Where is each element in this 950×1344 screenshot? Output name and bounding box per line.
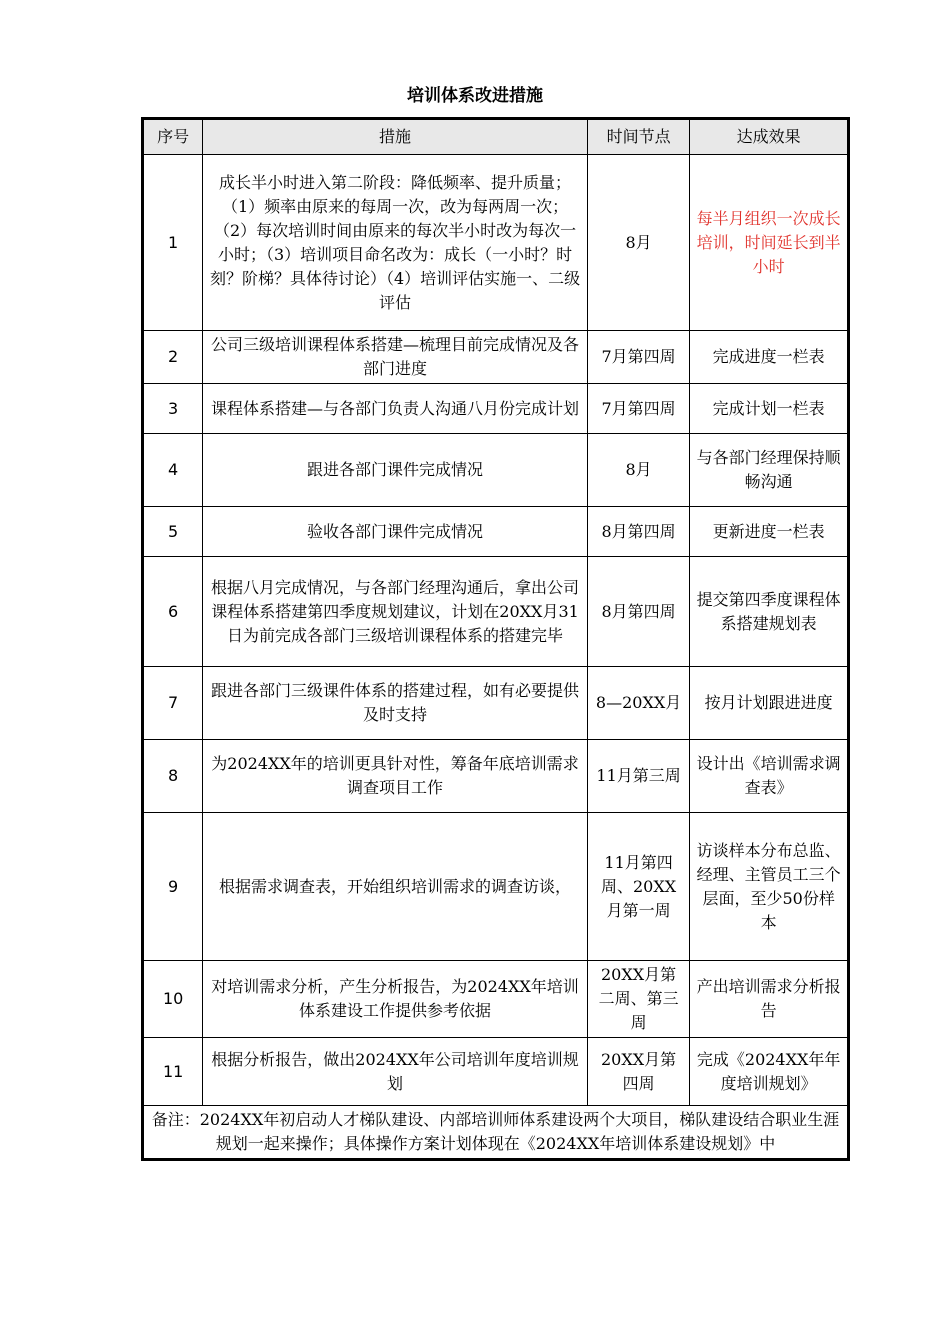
row-num: 7 <box>143 667 203 740</box>
row-num: 10 <box>143 961 203 1038</box>
row-time: 8月第四周 <box>587 507 689 557</box>
table-row <box>143 507 849 557</box>
row-num: 9 <box>143 813 203 961</box>
row-effect: 每半月组织一次成长培训，时间延长到半小时 <box>690 155 849 331</box>
row-effect: 完成进度一栏表 <box>690 331 849 384</box>
table-row <box>143 331 849 384</box>
table-row <box>143 1038 849 1106</box>
row-effect: 访谈样本分布总监、经理、主管员工三个层面，至少50份样本 <box>690 813 849 961</box>
row-measure: 根据分析报告，做出2024XX年公司培训年度培训规划 <box>203 1038 588 1106</box>
table-row <box>143 384 849 434</box>
table-row <box>143 813 849 961</box>
row-measure: 跟进各部门三级课件体系的搭建过程，如有必要提供及时支持 <box>203 667 588 740</box>
table-row <box>143 434 849 507</box>
table-row <box>143 155 849 331</box>
header-effect-label: 达成效果 <box>736 127 801 146</box>
table-body <box>143 119 849 1160</box>
table-row <box>143 740 849 813</box>
row-time: 11月第四周、20XX月第一周 <box>587 813 689 961</box>
row-num: 6 <box>143 557 203 667</box>
row-measure: 成长半小时进入第二阶段：降低频率、提升质量；（1）频率由原来的每周一次，改为每两周一次；（2）每次培训时间由原来的每次半小时改为每次一小时；（3）培训项目命名改为：成长（一小时？时刻？阶梯？具体待讨论）（4）培训评估实施一、二级评估 <box>203 155 588 331</box>
header-num <box>143 119 203 155</box>
row-num: 5 <box>143 507 203 557</box>
row-time: 8月第四周 <box>587 557 689 667</box>
row-num: 3 <box>143 384 203 434</box>
row-time: 20XX月第四周 <box>587 1038 689 1106</box>
row-measure: 课程体系搭建—与各部门负责人沟通八月份完成计划 <box>203 384 588 434</box>
row-effect: 设计出《培训需求调查表》 <box>690 740 849 813</box>
row-effect: 完成《2024XX年年度培训规划》 <box>690 1038 849 1106</box>
row-effect: 完成计划一栏表 <box>690 384 849 434</box>
header-time-label: 时间节点 <box>606 127 671 146</box>
row-measure: 为2024XX年的培训更具针对性，筹备年底培训需求调查项目工作 <box>203 740 588 813</box>
table-row <box>143 557 849 667</box>
header-measure <box>203 119 588 155</box>
row-num: 11 <box>143 1038 203 1106</box>
row-effect: 与各部门经理保持顺畅沟通 <box>690 434 849 507</box>
row-time: 11月第三周 <box>587 740 689 813</box>
note-row <box>143 1106 849 1160</box>
row-measure: 根据八月完成情况，与各部门经理沟通后，拿出公司课程体系搭建第四季度规划建议，计划在20XX月31日为前完成各部门三级培训课程体系的搭建完毕 <box>203 557 588 667</box>
improvement-measures-table <box>141 117 850 1161</box>
row-time: 8月 <box>587 434 689 507</box>
header-time <box>587 119 689 155</box>
row-time: 20XX月第二周、第三周 <box>587 961 689 1038</box>
note-text: 备注：2024XX年初启动人才梯队建设、内部培训师体系建设两个大项目，梯队建设结合职业生涯规划一起来操作；具体操作方案计划体现在《2024XX年培训体系建设规划》中 <box>143 1106 849 1160</box>
document-title: 培训体系改进措施 <box>407 86 543 106</box>
row-num: 2 <box>143 331 203 384</box>
row-measure: 根据需求调查表，开始组织培训需求的调查访谈， <box>203 813 588 961</box>
row-measure: 跟进各部门课件完成情况 <box>203 434 588 507</box>
table-row <box>143 667 849 740</box>
header-num-label: 序号 <box>157 127 190 146</box>
row-time: 7月第四周 <box>587 331 689 384</box>
row-effect: 按月计划跟进进度 <box>690 667 849 740</box>
row-measure: 公司三级培训课程体系搭建—梳理目前完成情况及各部门进度 <box>203 331 588 384</box>
row-measure: 对培训需求分析，产生分析报告，为2024XX年培训体系建设工作提供参考依据 <box>203 961 588 1038</box>
header-effect <box>690 119 849 155</box>
table-header-row <box>143 119 849 155</box>
row-num: 8 <box>143 740 203 813</box>
row-time: 8—20XX月 <box>587 667 689 740</box>
row-effect: 更新进度一栏表 <box>690 507 849 557</box>
row-measure: 验收各部门课件完成情况 <box>203 507 588 557</box>
row-num: 1 <box>143 155 203 331</box>
row-time: 7月第四周 <box>587 384 689 434</box>
row-effect: 提交第四季度课程体系搭建规划表 <box>690 557 849 667</box>
table-row <box>143 961 849 1038</box>
row-num: 4 <box>143 434 203 507</box>
row-effect: 产出培训需求分析报告 <box>690 961 849 1038</box>
header-measure-label: 措施 <box>379 127 412 146</box>
row-time: 8月 <box>587 155 689 331</box>
